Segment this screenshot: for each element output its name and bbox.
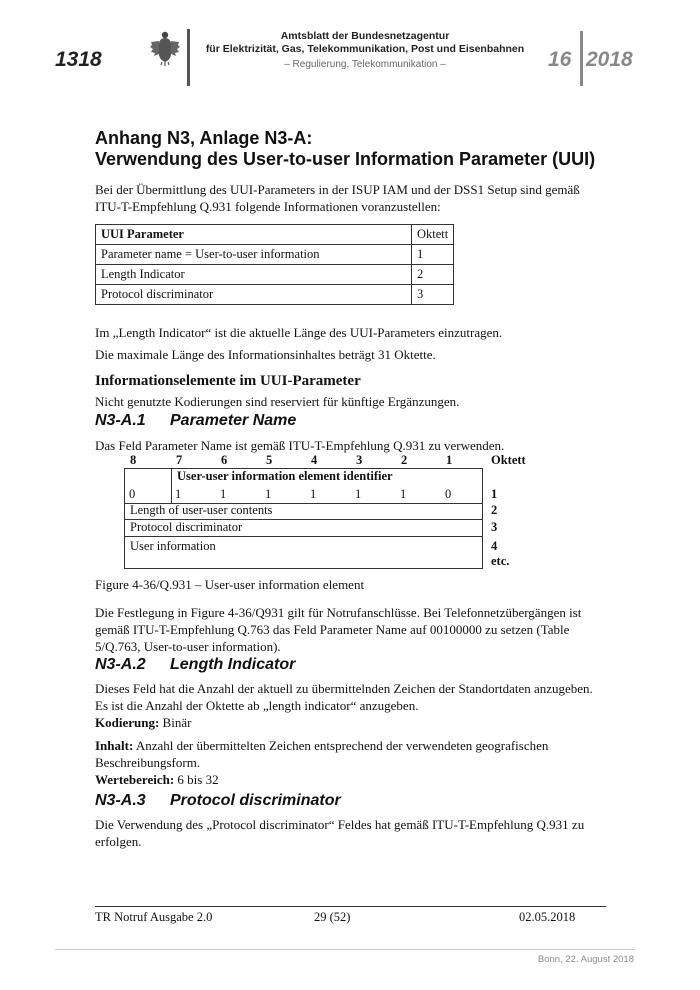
bit-value: 1 bbox=[310, 487, 317, 501]
table-cell: Parameter name = User-to-user information bbox=[96, 245, 412, 265]
table-row bbox=[96, 285, 454, 305]
figure-caption: Figure 4-36/Q.931 – User-user information element bbox=[95, 577, 365, 592]
user-info-label: User information bbox=[130, 539, 216, 553]
uui-parameter-table bbox=[95, 224, 454, 305]
bit-header: 5 bbox=[266, 453, 273, 467]
section-number: N3-A.1 bbox=[95, 412, 146, 429]
footer-doc-title: TR Notruf Ausgabe 2.0 bbox=[95, 910, 213, 924]
gazette-title-line2: für Elektrizität, Gas, Telekommunikation, Post und Eisenbahnen bbox=[205, 43, 525, 55]
section-title: Parameter Name bbox=[170, 412, 297, 429]
section-title: Protocol discriminator bbox=[170, 792, 341, 809]
bit-value: 1 bbox=[355, 487, 362, 501]
protocol-label: Protocol discriminator bbox=[130, 520, 243, 534]
table-row bbox=[96, 245, 454, 265]
kodierung-value: Binär bbox=[159, 715, 192, 730]
page-title-line1: Anhang N3, Anlage N3-A: bbox=[95, 128, 313, 148]
footer-page-count: 29 (52) bbox=[314, 910, 351, 924]
length-label: Length of user-user contents bbox=[130, 503, 273, 517]
octet-number: 1 bbox=[491, 487, 498, 501]
bit-header: 4 bbox=[311, 453, 318, 467]
length-indicator-note: Im „Length Indicator“ ist die aktuelle Länge des UUI-Parameters einzutragen. bbox=[95, 325, 503, 340]
federal-eagle-icon bbox=[150, 30, 180, 66]
bit-value: 1 bbox=[265, 487, 272, 501]
protocol-discriminator-text: Die Verwendung des „Protocol discriminator“ Feldes hat gemäß ITU-T-Empfehlung Q.931 zu erfolgen. bbox=[95, 817, 585, 849]
wertebereich-label: Wertebereich: bbox=[95, 772, 175, 787]
table-row bbox=[96, 265, 454, 285]
table-cell: Length Indicator bbox=[96, 265, 412, 285]
heading-n3-a1 bbox=[95, 412, 296, 430]
bit-value: 1 bbox=[175, 487, 182, 501]
publication-date: Bonn, 22. August 2018 bbox=[537, 954, 634, 965]
unused-codes-note: Nicht genutzte Kodierungen sind reserviert für künftige Ergänzungen. bbox=[95, 394, 460, 409]
section-heading: Informationselemente im UUI-Parameter bbox=[95, 373, 361, 389]
octet-etc: etc. bbox=[491, 554, 510, 568]
section-title: Length Indicator bbox=[170, 656, 296, 673]
header-divider-left bbox=[187, 29, 190, 86]
header-divider-right bbox=[580, 31, 583, 86]
kodierung-line bbox=[95, 714, 191, 731]
table-header-cell: UUI Parameter bbox=[96, 225, 412, 245]
bit-header: 6 bbox=[221, 453, 228, 467]
table-cell: 3 bbox=[412, 285, 454, 305]
table-header-cell: Oktett bbox=[412, 225, 454, 245]
bit-divider bbox=[171, 469, 172, 503]
heading-n3-a2 bbox=[95, 656, 295, 674]
bit-header: 3 bbox=[356, 453, 363, 467]
bit-header: 8 bbox=[130, 453, 137, 467]
gazette-title bbox=[205, 30, 525, 56]
identifier-label: User-user information element identifier bbox=[177, 469, 393, 483]
inhalt-line bbox=[95, 737, 595, 771]
kodierung-label: Kodierung: bbox=[95, 715, 160, 730]
issue-number: 16 bbox=[548, 48, 572, 71]
page-title-line2: Verwendung des User-to-user Information Parameter (UUI) bbox=[95, 149, 596, 169]
inhalt-label: Inhalt: bbox=[95, 738, 134, 753]
bit-header: 1 bbox=[446, 453, 453, 467]
bottom-rule bbox=[55, 949, 635, 950]
bit-value: 0 bbox=[445, 487, 452, 501]
octet-number: 4 bbox=[491, 539, 498, 553]
footer-date: 02.05.2018 bbox=[519, 910, 576, 924]
octet-number: 3 bbox=[491, 520, 498, 534]
intro-paragraph: Bei der Übermittlung des UUI-Parameters in der ISUP IAM und der DSS1 Setup sind gemäß ITU-T-Empfehlung Q.931 folgende Informationen voranzustellen: bbox=[95, 182, 580, 214]
page-title bbox=[95, 128, 595, 170]
parameter-name-text: Das Feld Parameter Name ist gemäß ITU-T-Empfehlung Q.931 zu verwenden. bbox=[95, 438, 505, 453]
gazette-title-line1: Amtsblatt der Bundesnetzagentur bbox=[280, 30, 450, 42]
section-number: N3-A.3 bbox=[95, 792, 146, 809]
max-length-note: Die maximale Länge des Informationsinhaltes beträgt 31 Oktette. bbox=[95, 347, 436, 362]
inhalt-value: Anzahl der übermittelten Zeichen entsprechend der verwendeten geografischen Beschreibungsform. bbox=[95, 738, 549, 770]
gazette-subtitle: – Regulierung, Telekommunikation – bbox=[284, 59, 446, 70]
bit-header: 7 bbox=[176, 453, 183, 467]
heading-n3-a3 bbox=[95, 792, 341, 810]
table-cell: 2 bbox=[412, 265, 454, 285]
table-header-row bbox=[96, 225, 454, 245]
table-cell: Protocol discriminator bbox=[96, 285, 412, 305]
table-cell: 1 bbox=[412, 245, 454, 265]
festlegung-paragraph: Die Festlegung in Figure 4-36/Q931 gilt für Notrufanschlüsse. Bei Telefonnetzübergängen ist gemäß ITU-T-Empfehlung Q.763 das Feld Parameter Name auf 00100000 zu setzen (Table 5/Q.763, User-to-user information). bbox=[95, 605, 582, 654]
bit-value: 0 bbox=[129, 487, 136, 501]
section-number: N3-A.2 bbox=[95, 656, 146, 673]
bit-value: 1 bbox=[220, 487, 227, 501]
footer-rule bbox=[95, 906, 606, 907]
length-indicator-text: Dieses Feld hat die Anzahl der aktuell zu übermittelnden Zeichen der Standortdaten anzugeben. Es ist die Anzahl der Oktette ab „length indicator“ anzugeben. bbox=[95, 681, 593, 713]
wertebereich-value: 6 bis 32 bbox=[174, 772, 219, 787]
bit-value: 1 bbox=[400, 487, 407, 501]
wertebereich-line bbox=[95, 771, 219, 788]
page-number: 1318 bbox=[55, 48, 102, 71]
issue-year: 2018 bbox=[586, 48, 633, 71]
octet-header: Oktett bbox=[491, 453, 526, 467]
bit-header: 2 bbox=[401, 453, 408, 467]
octet-number: 2 bbox=[491, 503, 498, 517]
